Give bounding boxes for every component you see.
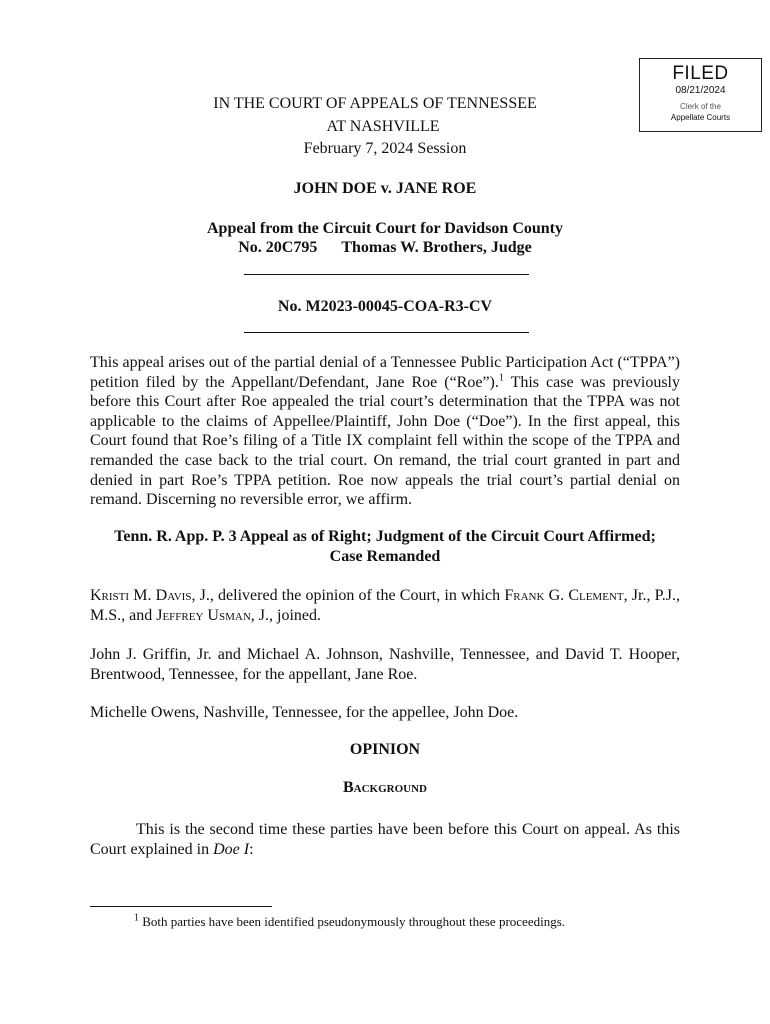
appeal-from: Appeal from the Circuit Court for Davidson County [206, 220, 563, 237]
joining-judge-2: Jeffrey Usman [156, 606, 251, 624]
stamp-title: FILED [672, 63, 729, 84]
author-name: Kristi M. Davis [90, 587, 192, 604]
header-rule-top [244, 274, 529, 275]
footnote-reference[interactable]: 1 [498, 372, 504, 384]
trial-info [0, 239, 770, 257]
opinion-intro: This is the second time these parties have been before this Court on appeal. As this Court explained in Doe I: [90, 821, 680, 858]
stamp-clerk-line: Clerk of the [680, 102, 721, 111]
appeal-number: No. M2023-00045-COA-R3-CV [277, 298, 493, 315]
authorship-paragraph: Kristi M. Davis, J., delivered the opinion of the Court, in which Frank G. Clement, Jr., P.J., M.S., and Jeffrey Usman, J., joined. [90, 587, 680, 624]
footnote [134, 914, 565, 930]
disposition-line2: Case Remanded [329, 548, 441, 565]
appellee-counsel: Michelle Owens, Nashville, Tennessee, for the appellee, John Doe. [90, 704, 519, 721]
stamp-courts-line: Appellate Courts [670, 113, 731, 122]
disposition-line1: Tenn. R. App. P. 3 Appeal as of Right; Judgment of the Circuit Court Affirmed; [114, 528, 656, 545]
court-location: AT NASHVILLE [326, 118, 440, 135]
stamp-date: 08/21/2024 [675, 85, 726, 96]
trial-number: No. 20C795 [238, 239, 318, 256]
summary-paragraph: This appeal arises out of the partial denial of a Tennessee Public Participation Act (“TPPA”) petition filed by the Appellant/Defendant, Jane Roe (“Roe”).$^1$ This case was previously before this Court after Roe appealed the trial court’s determination that the TPPA was not applicable to the claims of Appellee/Plaintiff, John Doe (“Doe”). In the first appeal, this Court found that Roe’s filing of a Title IX complaint fell within the scope of the TPPA and remanded the case back to the trial court. On remand, the trial court granted in part and denied in part Roe’s TPPA petition. Roe now appeals the trial court’s partial denial on remand. Discerning no reversible error, we affirm. [90, 354, 680, 509]
footnote-number: 1 [134, 912, 139, 924]
footnote-text: Both parties have been identified pseudonymously throughout these proceedings. [139, 914, 566, 929]
joining-judge-1: Frank G. Clement [504, 587, 624, 604]
session-date: February 7, 2024 Session [303, 140, 467, 157]
opinion-heading: OPINION [349, 741, 421, 758]
case-title: JOHN DOE v. JANE ROE [293, 180, 477, 197]
section-heading: Background [342, 779, 427, 796]
footnote-separator [90, 906, 272, 907]
trial-judge: Thomas W. Brothers, Judge [341, 239, 532, 256]
court-name: IN THE COURT OF APPEALS OF TENNESSEE [213, 95, 537, 112]
case-citation: Doe I [213, 840, 250, 858]
appellant-counsel: John J. Griffin, Jr. and Michael A. Johnson, Nashville, Tennessee, and David T. Hooper, Brentwood, Tennessee, for the appellant, Jane Roe. [90, 646, 680, 683]
header-rule-bottom [244, 332, 529, 333]
